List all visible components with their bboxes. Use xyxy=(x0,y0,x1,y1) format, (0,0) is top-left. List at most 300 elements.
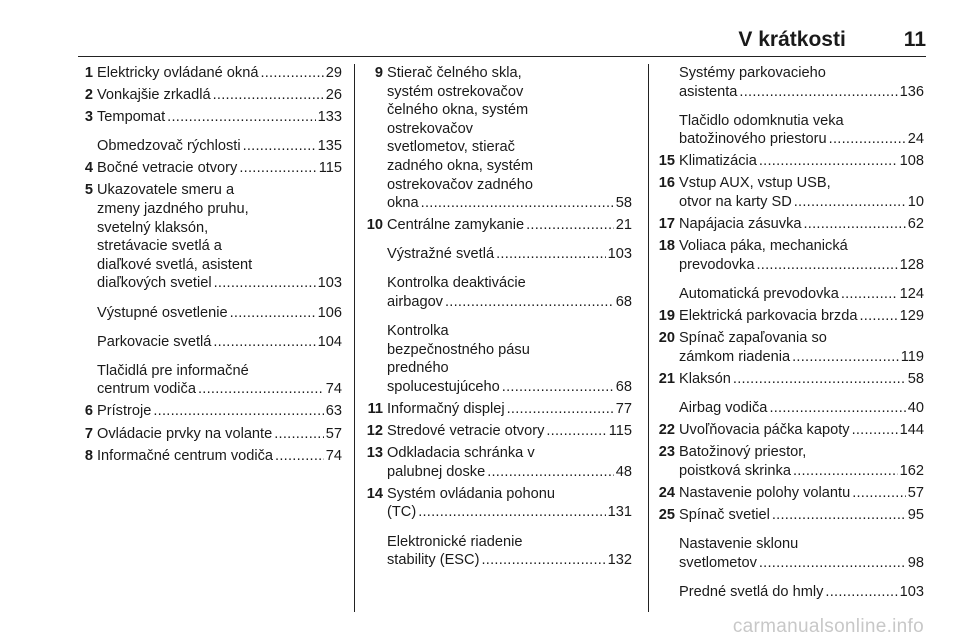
entry-text-line: Voliaca páka, mechanická xyxy=(679,238,848,255)
entry-leader-line xyxy=(679,583,924,602)
page-reference: 24 xyxy=(907,131,924,148)
entry-leader-line xyxy=(679,421,924,440)
callout-number: 15 xyxy=(658,153,675,170)
header-rule xyxy=(78,56,926,57)
entry-leader-line xyxy=(679,484,924,503)
callout-number: 11 xyxy=(367,401,383,417)
entry-text-line: prevodovka xyxy=(679,256,755,273)
entry-leader-line xyxy=(97,304,342,323)
dot-leader xyxy=(502,378,614,397)
entry-body xyxy=(679,112,924,149)
dot-leader xyxy=(274,425,324,444)
entry-text-line: zadného okna, systém xyxy=(387,157,534,174)
entry-body xyxy=(679,484,924,503)
entry-text-line: otvor na karty SD xyxy=(679,194,792,211)
page-reference: 57 xyxy=(907,484,924,501)
entry-leader-line xyxy=(97,380,342,399)
entry-body xyxy=(679,152,924,171)
entry-text-line: Kontrolka xyxy=(387,323,449,340)
dot-leader xyxy=(445,293,614,312)
page-reference: 58 xyxy=(907,370,924,387)
entry-leader-line xyxy=(97,402,342,421)
entry-leader-line xyxy=(679,370,924,389)
index-entry xyxy=(652,112,924,149)
callout-number xyxy=(652,535,679,572)
entry-leader-line xyxy=(679,256,924,275)
entry-leader-line xyxy=(679,83,924,102)
entry-text-line: Elektricky ovládané okná xyxy=(97,65,259,81)
page-reference: 63 xyxy=(325,403,342,420)
entry-text-line: svetlometov, stierač xyxy=(387,139,515,156)
entry-body xyxy=(97,304,342,323)
entry-text-line: Informačný displej xyxy=(387,401,505,417)
entry-body xyxy=(679,443,924,480)
entry-text-line: ostrekovačov xyxy=(387,120,473,137)
index-entry xyxy=(652,399,924,418)
entry-leader-line xyxy=(679,462,924,481)
dot-leader xyxy=(852,421,898,440)
callout-number: 21 xyxy=(658,370,675,387)
entry-leader-line xyxy=(679,554,924,573)
page-reference: 119 xyxy=(900,348,924,365)
dot-leader xyxy=(793,462,898,481)
dot-leader xyxy=(481,551,605,570)
entry-body xyxy=(387,400,632,419)
index-entry xyxy=(70,181,342,293)
entry-body xyxy=(679,535,924,572)
index-entry xyxy=(652,237,924,274)
entry-text-line: Nastavenie sklonu xyxy=(679,535,799,552)
callout-number: 4 xyxy=(84,160,93,177)
page-reference: 26 xyxy=(325,87,342,104)
entry-body xyxy=(679,421,924,440)
callout-number: 18 xyxy=(658,238,675,255)
entry-text-line: Bočné vetracie otvory xyxy=(97,160,238,177)
callout-number xyxy=(652,112,679,149)
dot-leader xyxy=(239,159,316,178)
entry-text-line: čelného okna, systém xyxy=(387,102,529,119)
page-reference: 74 xyxy=(325,381,342,398)
index-entry xyxy=(360,422,632,441)
entry-text-line: spolucestujúceho xyxy=(387,378,500,395)
page-reference: 115 xyxy=(608,423,632,440)
callout-number: 25 xyxy=(658,506,675,523)
callout-number: 19 xyxy=(658,308,675,325)
entry-text-line: svetelný klaksón, xyxy=(97,219,209,236)
dot-leader xyxy=(546,422,606,441)
entry-leader-line xyxy=(97,447,342,466)
entry-text-line: zmeny jazdného pruhu, xyxy=(97,201,249,218)
entry-text-line: Uvoľňovacia páčka kapoty xyxy=(679,422,850,438)
entry-body xyxy=(387,274,632,311)
index-entry xyxy=(652,174,924,211)
entry-body xyxy=(387,216,632,235)
page-reference: 144 xyxy=(899,422,924,438)
entry-body xyxy=(679,329,924,366)
entry-text-line: Kontrolka deaktivácie xyxy=(387,275,526,292)
index-entry xyxy=(70,64,342,83)
entry-text-line: Obmedzovač rýchlosti xyxy=(97,138,241,155)
index-entry xyxy=(70,333,342,352)
page-reference: 104 xyxy=(317,333,342,350)
entry-leader-line xyxy=(387,551,632,570)
entry-text-line: Informačné centrum vodiča xyxy=(97,447,274,464)
entry-body xyxy=(679,174,924,211)
entry-text-line: Airbag vodiča xyxy=(679,399,768,416)
callout-number: 22 xyxy=(658,422,675,438)
page-reference: 98 xyxy=(907,554,924,571)
entry-text-line: Napájacia zásuvka xyxy=(679,216,802,233)
index-entry xyxy=(70,304,342,323)
index-entry xyxy=(652,152,924,171)
page-reference: 10 xyxy=(907,194,924,211)
callout-number: 17 xyxy=(658,216,675,233)
entry-text-line: Tempomat xyxy=(97,109,166,126)
entry-leader-line xyxy=(679,348,924,367)
entry-leader-line xyxy=(679,307,924,326)
callout-number: 14 xyxy=(366,485,383,502)
entry-body xyxy=(97,362,342,399)
entry-body xyxy=(679,506,924,525)
callout-number: 13 xyxy=(366,445,383,462)
dot-leader xyxy=(213,333,315,352)
entry-text-line: Ukazovatele smeru a xyxy=(97,182,235,199)
entry-leader-line xyxy=(387,194,632,213)
page-reference: 131 xyxy=(607,504,632,521)
page-reference: 128 xyxy=(899,256,924,273)
dot-leader xyxy=(153,402,323,421)
entry-body xyxy=(97,333,342,352)
callout-number: 6 xyxy=(84,403,93,420)
entry-body xyxy=(387,533,632,570)
page-reference: 74 xyxy=(325,447,342,464)
callout-number: 20 xyxy=(658,330,675,347)
entry-body xyxy=(679,285,924,304)
index-entry xyxy=(652,443,924,480)
entry-text-line: Výstupné osvetlenie xyxy=(97,304,228,321)
index-entry xyxy=(360,64,632,213)
index-entry xyxy=(652,215,924,234)
entry-body xyxy=(679,583,924,602)
page-reference: 57 xyxy=(325,425,342,442)
section-title: V krátkosti xyxy=(738,28,846,51)
column-divider-left xyxy=(354,64,355,612)
callout-number xyxy=(652,64,679,101)
callout-number xyxy=(360,245,387,264)
dot-leader xyxy=(841,285,898,304)
page-reference: 132 xyxy=(607,552,632,569)
entry-text-line: Batožinový priestor, xyxy=(679,444,807,461)
entry-text-line: Odkladacia schránka v xyxy=(387,445,535,462)
index-entry xyxy=(652,370,924,389)
entry-leader-line xyxy=(679,285,924,304)
entry-body xyxy=(679,64,924,101)
entry-text-line: predného xyxy=(387,360,449,377)
entry-leader-line xyxy=(679,399,924,418)
callout-number xyxy=(360,533,387,570)
index-column-middle xyxy=(360,64,632,573)
entry-text-line: Klimatizácia xyxy=(679,153,757,170)
entry-text-line: Predné svetlá do hmly xyxy=(679,583,824,600)
entry-text-line: batožinového priestoru xyxy=(679,131,827,148)
entry-text-line: okna xyxy=(387,195,419,212)
entry-leader-line xyxy=(387,422,632,441)
page-reference: 77 xyxy=(615,401,632,417)
dot-leader xyxy=(756,256,897,275)
entry-text-line: (TC) xyxy=(387,504,417,521)
entry-text-line: Tlačidlo odomknutia veka xyxy=(679,112,844,129)
entry-body xyxy=(97,137,342,156)
dot-leader xyxy=(772,506,906,525)
callout-number: 24 xyxy=(658,484,675,501)
callout-number xyxy=(652,583,679,602)
entry-leader-line xyxy=(387,400,632,419)
entry-text-line: stretávacie svetlá a xyxy=(97,238,222,255)
entry-text-line: Elektrická parkovacia brzda xyxy=(679,308,858,325)
index-entry xyxy=(652,329,924,366)
watermark-text: carmanualsonline.info xyxy=(732,616,924,637)
callout-number: 2 xyxy=(84,87,93,104)
entry-text-line: asistenta xyxy=(679,83,738,100)
entry-leader-line xyxy=(97,108,342,127)
entry-body xyxy=(97,181,342,293)
dot-leader xyxy=(739,83,897,102)
entry-text-line: svetlometov xyxy=(679,554,757,571)
entry-text-line: Nastavenie polohy volantu xyxy=(679,484,851,501)
entry-leader-line xyxy=(97,333,342,352)
entry-text-line: Spínač svetiel xyxy=(679,506,770,523)
entry-text-line: Klaksón xyxy=(679,370,731,387)
callout-number: 23 xyxy=(658,444,675,461)
entry-text-line: poistková skrinka xyxy=(679,462,791,479)
dot-leader xyxy=(198,380,324,399)
index-entry xyxy=(652,484,924,503)
dot-leader xyxy=(829,130,906,149)
entry-text-line: Ovládacie prvky na volante xyxy=(97,425,273,442)
entry-text-line: Výstražné svetlá xyxy=(387,246,495,263)
dot-leader xyxy=(260,64,323,83)
entry-leader-line xyxy=(679,193,924,212)
page-reference: 95 xyxy=(907,506,924,523)
entry-text-line: ostrekovačov zadného xyxy=(387,176,534,193)
entry-body xyxy=(97,447,342,466)
page-reference: 133 xyxy=(317,109,342,126)
entry-body xyxy=(387,322,632,396)
entry-body xyxy=(97,402,342,421)
callout-number xyxy=(360,322,387,396)
entry-text-line: Parkovacie svetlá xyxy=(97,333,212,350)
entry-body xyxy=(97,86,342,105)
page-reference: 115 xyxy=(318,160,342,177)
index-entry xyxy=(360,400,632,419)
index-entry xyxy=(360,274,632,311)
entry-body xyxy=(97,159,342,178)
index-entry xyxy=(652,64,924,101)
callout-number: 5 xyxy=(84,182,93,199)
index-entry xyxy=(70,425,342,444)
page-reference: 21 xyxy=(615,217,632,234)
callout-number xyxy=(652,399,679,418)
entry-body xyxy=(679,237,924,274)
entry-text-line: airbagov xyxy=(387,294,443,311)
index-column-right xyxy=(652,64,924,605)
callout-number xyxy=(70,137,97,156)
dot-leader xyxy=(243,137,316,156)
index-entry xyxy=(360,444,632,481)
entry-leader-line xyxy=(387,216,632,235)
callout-number: 8 xyxy=(84,447,93,464)
dot-leader xyxy=(526,216,614,235)
dot-leader xyxy=(794,193,906,212)
callout-number xyxy=(70,362,97,399)
dot-leader xyxy=(421,194,614,213)
entry-body xyxy=(387,245,632,264)
entry-text-line: centrum vodiča xyxy=(97,381,196,398)
page-reference: 103 xyxy=(899,583,924,600)
dot-leader xyxy=(852,484,906,503)
entry-text-line: Tlačidlá pre informačné xyxy=(97,362,249,379)
page-reference: 162 xyxy=(899,462,924,479)
dot-leader xyxy=(496,245,606,264)
entry-text-line: diaľkových svetiel xyxy=(97,275,212,292)
callout-number xyxy=(70,333,97,352)
entry-leader-line xyxy=(679,215,924,234)
index-entry xyxy=(70,137,342,156)
entry-body xyxy=(97,64,342,83)
page-reference: 129 xyxy=(899,308,924,325)
entry-text-line: Spínač zapaľovania so xyxy=(679,330,827,347)
dot-leader xyxy=(487,463,614,482)
page-reference: 108 xyxy=(899,153,924,170)
callout-number: 1 xyxy=(84,65,93,81)
entry-body xyxy=(97,108,342,127)
index-entry xyxy=(360,322,632,396)
entry-text-line: Systémy parkovacieho xyxy=(679,65,826,81)
entry-text-line: Vonkajšie zrkadlá xyxy=(97,87,211,104)
index-entry xyxy=(360,485,632,522)
column-divider-right xyxy=(648,64,649,612)
index-entry xyxy=(70,447,342,466)
entry-leader-line xyxy=(387,293,632,312)
entry-body xyxy=(679,215,924,234)
page-reference: 124 xyxy=(899,285,924,302)
entry-text-line: Vstup AUX, vstup USB, xyxy=(679,175,831,192)
entry-body xyxy=(387,444,632,481)
page-reference: 58 xyxy=(615,195,632,212)
page-reference: 29 xyxy=(325,65,342,81)
entry-text-line: Elektronické riadenie xyxy=(387,533,523,550)
index-entry xyxy=(360,245,632,264)
dot-leader xyxy=(759,554,906,573)
entry-body xyxy=(679,370,924,389)
entry-leader-line xyxy=(679,130,924,149)
page-reference: 48 xyxy=(615,463,632,480)
entry-text-line: Stierač čelného skla, xyxy=(387,65,522,81)
index-entry xyxy=(652,506,924,525)
entry-leader-line xyxy=(97,137,342,156)
dot-leader xyxy=(769,399,905,418)
entry-leader-line xyxy=(387,378,632,397)
page-reference: 106 xyxy=(317,304,342,321)
page-number: 11 xyxy=(903,28,926,51)
callout-number: 12 xyxy=(366,423,383,440)
index-entry xyxy=(70,86,342,105)
index-entry xyxy=(360,216,632,235)
page-reference: 68 xyxy=(615,294,632,311)
callout-number xyxy=(360,274,387,311)
entry-leader-line xyxy=(387,463,632,482)
page-reference: 40 xyxy=(907,399,924,416)
entry-body xyxy=(387,64,632,213)
entry-text-line: diaľkové svetlá, asistent xyxy=(97,256,253,273)
dot-leader xyxy=(859,307,897,326)
entry-leader-line xyxy=(97,64,342,83)
entry-text-line: Systém ovládania pohonu xyxy=(387,485,555,502)
entry-text-line: stability (ESC) xyxy=(387,552,480,569)
dot-leader xyxy=(825,583,897,602)
callout-number: 7 xyxy=(84,425,93,442)
index-entry xyxy=(652,535,924,572)
dot-leader xyxy=(418,503,605,522)
dot-leader xyxy=(507,400,614,419)
running-header xyxy=(600,28,926,54)
entry-text-line: palubnej doske xyxy=(387,463,486,480)
entry-body xyxy=(387,422,632,441)
entry-text-line: Automatická prevodovka xyxy=(679,285,839,302)
page-reference: 103 xyxy=(317,275,342,292)
dot-leader xyxy=(759,152,898,171)
entry-leader-line xyxy=(387,503,632,522)
entry-text-line: Prístroje xyxy=(97,403,152,420)
entry-text-line: bezpečnostného pásu xyxy=(387,341,530,358)
dot-leader xyxy=(804,215,906,234)
index-entry xyxy=(652,421,924,440)
entry-leader-line xyxy=(97,159,342,178)
callout-number: 3 xyxy=(84,109,93,126)
index-column-left xyxy=(70,64,342,469)
dot-leader xyxy=(213,86,324,105)
dot-leader xyxy=(230,304,316,323)
index-entry xyxy=(652,583,924,602)
entry-body xyxy=(387,485,632,522)
callout-number: 10 xyxy=(366,217,383,234)
index-entry xyxy=(652,307,924,326)
callout-number: 9 xyxy=(374,65,383,81)
entry-text-line: zámkom riadenia xyxy=(679,348,791,365)
index-entry xyxy=(70,108,342,127)
entry-body xyxy=(679,399,924,418)
page-reference: 68 xyxy=(615,378,632,395)
entry-text-line: Stredové vetracie otvory xyxy=(387,423,545,440)
entry-leader-line xyxy=(97,425,342,444)
dot-leader xyxy=(792,348,899,367)
dot-leader xyxy=(275,447,324,466)
entry-text-line: Centrálne zamykanie xyxy=(387,217,525,234)
entry-leader-line xyxy=(387,245,632,264)
dot-leader xyxy=(167,108,316,127)
entry-body xyxy=(97,425,342,444)
index-entry xyxy=(70,402,342,421)
index-entry xyxy=(70,362,342,399)
dot-leader xyxy=(214,274,316,293)
index-entry xyxy=(70,159,342,178)
page-reference: 136 xyxy=(899,83,924,100)
dot-leader xyxy=(733,370,906,389)
entry-body xyxy=(679,307,924,326)
callout-number xyxy=(70,304,97,323)
entry-text-line: systém ostrekovačov xyxy=(387,83,524,100)
entry-leader-line xyxy=(97,274,342,293)
